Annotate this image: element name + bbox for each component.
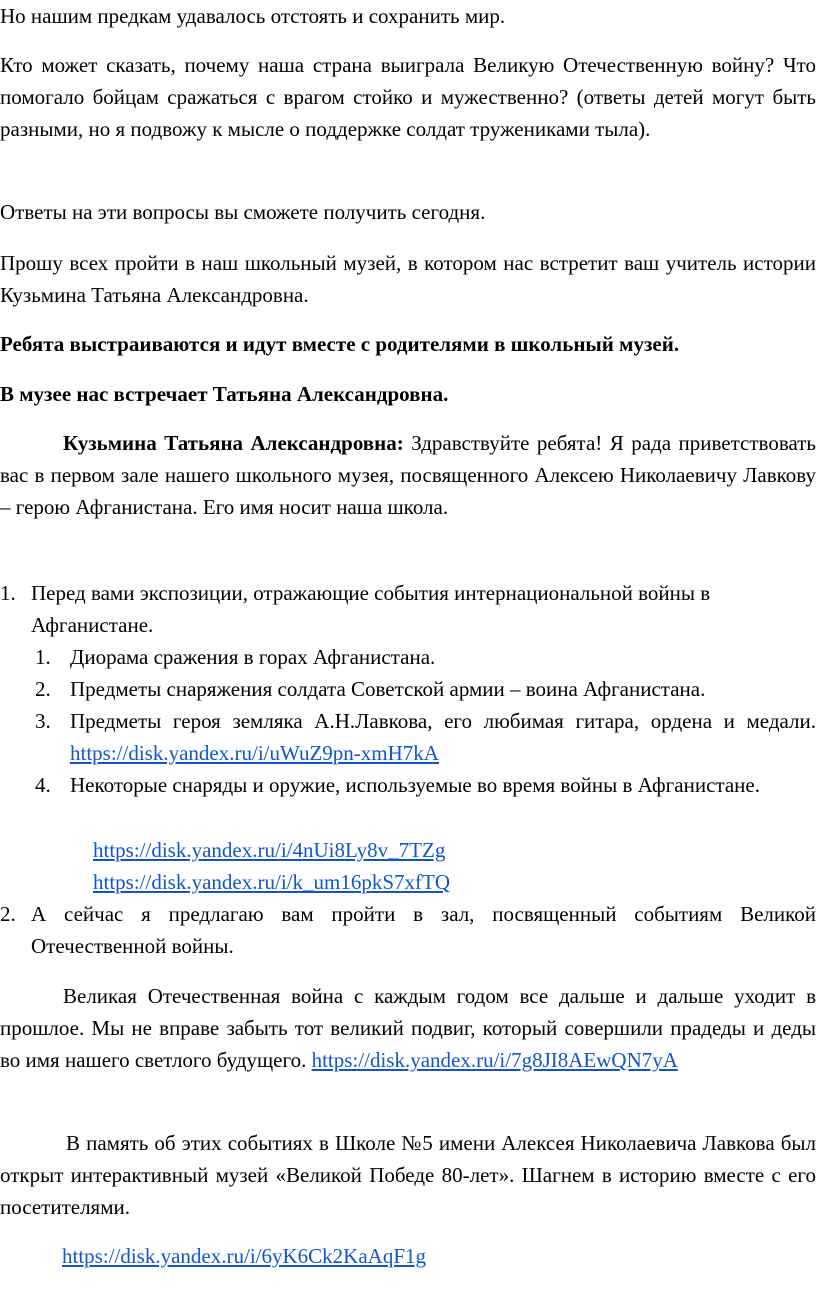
link-weapons-1[interactable]: https://disk.yandex.ru/i/4nUi8Ly8v_7TZg xyxy=(93,838,446,862)
paragraph-speaker xyxy=(0,427,816,523)
list-item-2: А сейчас я предлагаю вам пройти в зал, посвященный событиям Великой Отечественной войны. xyxy=(31,902,816,958)
speaker-text: Здравствуйте ребята! Я рада приветствовать вас в первом зале нашего школьного музея, посвященного Алексею Николаевичу Лавкову – герою Афганистана. Его имя носит наша школа. xyxy=(0,431,816,519)
sublist-number-1: 1. xyxy=(35,645,51,669)
stage-direction-2: В музее нас встречает Татьяна Александровна. xyxy=(0,382,449,406)
sublist-number-3: 3. xyxy=(35,709,51,733)
paragraph-great-war xyxy=(0,980,816,1076)
link-weapons-2[interactable]: https://disk.yandex.ru/i/k_um16pkS7xfTQ xyxy=(93,870,450,894)
sublist-number-4: 4. xyxy=(35,773,51,797)
stage-direction-1: Ребята выстраиваются и идут вместе с родителями в школьный музей. xyxy=(0,332,680,356)
paragraph-answers-today: Ответы на эти вопросы вы сможете получить сегодня. xyxy=(0,200,486,224)
paragraph-museum-invite: Прошу всех пройти в наш школьный музей, в котором нас встретит ваш учитель истории Кузьмина Татьяна Александровна. xyxy=(0,251,816,307)
list-item-1: Перед вами экспозиции, отражающие события интернациональной войны в Афганистане. xyxy=(31,581,711,637)
paragraph-question: Кто может сказать, почему наша страна выиграла Великую Отечественную войну? Что помогало бойцам сражаться с врагом стойко и мужественно? (ответы детей могут быть разными, но я подвожу к мысле о поддержке солдат тружениками тыла). xyxy=(0,53,816,141)
paragraph-intro: Но нашим предкам удавалось отстоять и сохранить мир. xyxy=(0,4,506,28)
list-number-1: 1. xyxy=(0,581,16,605)
link-museum-visitors[interactable]: https://disk.yandex.ru/i/6yK6Ck2KaAqF1g xyxy=(62,1244,426,1268)
paragraph-interactive-museum: В память об этих событиях в Школе №5 имени Алексея Николаевича Лавкова был открыт интерактивный музей «Великой Победе 80-лет». Шагнем в историю вместе с его посетителями. xyxy=(0,1131,816,1219)
link-great-war[interactable]: https://disk.yandex.ru/i/7g8JI8AEwQN7yA xyxy=(311,1048,678,1072)
great-war-text: Великая Отечественная война с каждым годом все дальше и дальше уходит в прошлое. Мы не вправе забыть тот великий подвиг, который совершили прадеды и деды во имя нашего светлого будущего. xyxy=(0,984,816,1072)
sublist-item-4: Некоторые снаряды и оружие, используемые во время войны в Афганистане. xyxy=(70,773,760,797)
sublist-item-2: Предметы снаряжения солдата Советской армии – воина Афганистана. xyxy=(70,677,706,701)
link-guitar-medals[interactable]: https://disk.yandex.ru/i/uWuZ9pn-xmH7kA xyxy=(70,741,439,765)
sublist-item-3 xyxy=(70,705,816,769)
sublist-item-3-text: Предметы героя земляка А.Н.Лавкова, его любимая гитара, ордена и медали. xyxy=(70,709,816,733)
list-number-2: 2. xyxy=(0,902,16,926)
sublist-item-1: Диорама сражения в горах Афганистана. xyxy=(70,645,436,669)
sublist-number-2: 2. xyxy=(35,677,51,701)
speaker-name: Кузьмина Татьяна Александровна: xyxy=(63,431,404,455)
